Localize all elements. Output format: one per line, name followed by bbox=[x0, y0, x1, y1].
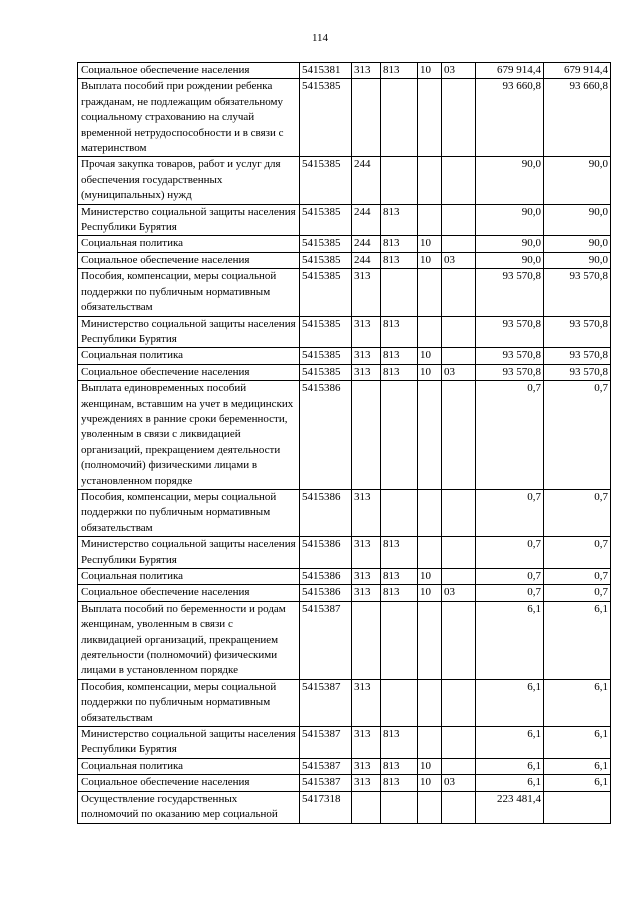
sum-year2-cell: 6,1 bbox=[544, 679, 611, 726]
row-name-cell: Министерство социальной защиты населения Республики Бурятия bbox=[78, 316, 300, 348]
sum-year1-cell: 93 570,8 bbox=[476, 348, 544, 364]
sum-year2-cell: 93 570,8 bbox=[544, 316, 611, 348]
expense-type-cell bbox=[352, 791, 381, 823]
subsection-cell bbox=[442, 79, 476, 157]
sum-year1-cell: 90,0 bbox=[476, 204, 544, 236]
target-article-cell: 5415381 bbox=[300, 63, 352, 79]
target-article-cell: 5415386 bbox=[300, 381, 352, 490]
ministry-code-cell: 813 bbox=[381, 63, 418, 79]
row-name-cell: Выплата пособий по беременности и родам женщинам, уволенным в связи с ликвидацией организаций, прекращением деятельности (полномочий) физическими лицами в установленном порядке bbox=[78, 601, 300, 679]
section-cell bbox=[418, 489, 442, 536]
ministry-code-cell bbox=[381, 381, 418, 490]
sum-year1-cell: 93 570,8 bbox=[476, 316, 544, 348]
subsection-cell bbox=[442, 489, 476, 536]
section-cell: 10 bbox=[418, 364, 442, 380]
expense-type-cell: 313 bbox=[352, 269, 381, 316]
ministry-code-cell: 813 bbox=[381, 727, 418, 759]
ministry-code-cell: 813 bbox=[381, 364, 418, 380]
sum-year2-cell: 6,1 bbox=[544, 758, 611, 774]
subsection-cell bbox=[442, 348, 476, 364]
section-cell bbox=[418, 601, 442, 679]
sum-year1-cell: 90,0 bbox=[476, 157, 544, 204]
section-cell: 10 bbox=[418, 758, 442, 774]
expense-type-cell: 244 bbox=[352, 236, 381, 252]
target-article-cell: 5415385 bbox=[300, 269, 352, 316]
ministry-code-cell bbox=[381, 269, 418, 316]
expense-type-cell bbox=[352, 79, 381, 157]
ministry-code-cell bbox=[381, 791, 418, 823]
subsection-cell bbox=[442, 791, 476, 823]
sum-year1-cell: 0,7 bbox=[476, 381, 544, 490]
expense-type-cell: 313 bbox=[352, 489, 381, 536]
section-cell: 10 bbox=[418, 775, 442, 791]
target-article-cell: 5415387 bbox=[300, 727, 352, 759]
table-row bbox=[78, 157, 611, 204]
sum-year1-cell: 0,7 bbox=[476, 537, 544, 569]
subsection-cell: 03 bbox=[442, 585, 476, 601]
target-article-cell: 5415385 bbox=[300, 316, 352, 348]
sum-year2-cell: 90,0 bbox=[544, 252, 611, 268]
row-name-cell: Социальная политика bbox=[78, 236, 300, 252]
row-name-cell: Социальная политика bbox=[78, 348, 300, 364]
sum-year2-cell: 6,1 bbox=[544, 775, 611, 791]
subsection-cell: 03 bbox=[442, 63, 476, 79]
expense-type-cell: 313 bbox=[352, 758, 381, 774]
table-row bbox=[78, 601, 611, 679]
ministry-code-cell: 813 bbox=[381, 537, 418, 569]
expense-type-cell: 244 bbox=[352, 204, 381, 236]
sum-year1-cell: 6,1 bbox=[476, 758, 544, 774]
ministry-code-cell: 813 bbox=[381, 585, 418, 601]
table-row bbox=[78, 569, 611, 585]
table-row bbox=[78, 791, 611, 823]
section-cell bbox=[418, 537, 442, 569]
sum-year1-cell: 90,0 bbox=[476, 236, 544, 252]
subsection-cell bbox=[442, 269, 476, 316]
page-number: 114 bbox=[311, 32, 329, 44]
sum-year1-cell: 6,1 bbox=[476, 601, 544, 679]
row-name-cell: Социальное обеспечение населения bbox=[78, 775, 300, 791]
target-article-cell: 5415385 bbox=[300, 79, 352, 157]
expense-type-cell: 313 bbox=[352, 775, 381, 791]
row-name-cell: Социальная политика bbox=[78, 758, 300, 774]
subsection-cell bbox=[442, 204, 476, 236]
sum-year2-cell: 93 570,8 bbox=[544, 364, 611, 380]
subsection-cell bbox=[442, 381, 476, 490]
target-article-cell: 5415386 bbox=[300, 569, 352, 585]
expense-type-cell: 313 bbox=[352, 679, 381, 726]
sum-year2-cell: 0,7 bbox=[544, 569, 611, 585]
sum-year2-cell: 90,0 bbox=[544, 157, 611, 204]
subsection-cell bbox=[442, 601, 476, 679]
sum-year1-cell: 93 660,8 bbox=[476, 79, 544, 157]
target-article-cell: 5417318 bbox=[300, 791, 352, 823]
target-article-cell: 5415385 bbox=[300, 236, 352, 252]
table-row bbox=[78, 537, 611, 569]
sum-year1-cell: 6,1 bbox=[476, 775, 544, 791]
table-row bbox=[78, 381, 611, 490]
sum-year2-cell: 90,0 bbox=[544, 236, 611, 252]
table-row bbox=[78, 585, 611, 601]
section-cell: 10 bbox=[418, 569, 442, 585]
table-row bbox=[78, 679, 611, 726]
ministry-code-cell: 813 bbox=[381, 252, 418, 268]
table-row bbox=[78, 727, 611, 759]
table-row bbox=[78, 79, 611, 157]
sum-year2-cell: 0,7 bbox=[544, 585, 611, 601]
section-cell bbox=[418, 381, 442, 490]
subsection-cell: 03 bbox=[442, 775, 476, 791]
section-cell bbox=[418, 316, 442, 348]
table-row bbox=[78, 489, 611, 536]
sum-year2-cell: 6,1 bbox=[544, 727, 611, 759]
section-cell: 10 bbox=[418, 348, 442, 364]
expense-type-cell: 313 bbox=[352, 727, 381, 759]
table-row bbox=[78, 204, 611, 236]
row-name-cell: Министерство социальной защиты населения Республики Бурятия bbox=[78, 537, 300, 569]
ministry-code-cell: 813 bbox=[381, 316, 418, 348]
section-cell bbox=[418, 79, 442, 157]
subsection-cell bbox=[442, 316, 476, 348]
row-name-cell: Осуществление государственных полномочий по оказанию мер социальной bbox=[78, 791, 300, 823]
ministry-code-cell bbox=[381, 489, 418, 536]
target-article-cell: 5415385 bbox=[300, 364, 352, 380]
sum-year1-cell: 223 481,4 bbox=[476, 791, 544, 823]
section-cell: 10 bbox=[418, 236, 442, 252]
expense-type-cell: 313 bbox=[352, 348, 381, 364]
row-name-cell: Социальное обеспечение населения bbox=[78, 63, 300, 79]
subsection-cell bbox=[442, 727, 476, 759]
subsection-cell bbox=[442, 758, 476, 774]
ministry-code-cell: 813 bbox=[381, 758, 418, 774]
sum-year2-cell: 93 570,8 bbox=[544, 269, 611, 316]
sum-year1-cell: 93 570,8 bbox=[476, 269, 544, 316]
row-name-cell: Прочая закупка товаров, работ и услуг для обеспечения государственных (муниципальных) нужд bbox=[78, 157, 300, 204]
sum-year1-cell: 0,7 bbox=[476, 569, 544, 585]
sum-year1-cell: 90,0 bbox=[476, 252, 544, 268]
sum-year1-cell: 0,7 bbox=[476, 585, 544, 601]
expense-type-cell: 313 bbox=[352, 585, 381, 601]
target-article-cell: 5415385 bbox=[300, 157, 352, 204]
sum-year2-cell: 93 570,8 bbox=[544, 348, 611, 364]
table-row bbox=[78, 236, 611, 252]
ministry-code-cell: 813 bbox=[381, 348, 418, 364]
row-name-cell: Социальная политика bbox=[78, 569, 300, 585]
sum-year2-cell: 93 660,8 bbox=[544, 79, 611, 157]
sum-year1-cell: 6,1 bbox=[476, 679, 544, 726]
target-article-cell: 5415387 bbox=[300, 679, 352, 726]
subsection-cell bbox=[442, 236, 476, 252]
expense-type-cell: 313 bbox=[352, 569, 381, 585]
ministry-code-cell: 813 bbox=[381, 569, 418, 585]
section-cell bbox=[418, 204, 442, 236]
sum-year1-cell: 93 570,8 bbox=[476, 364, 544, 380]
section-cell: 10 bbox=[418, 63, 442, 79]
section-cell bbox=[418, 791, 442, 823]
section-cell bbox=[418, 727, 442, 759]
table-row bbox=[78, 316, 611, 348]
sum-year1-cell: 0,7 bbox=[476, 489, 544, 536]
budget-table bbox=[77, 62, 611, 824]
row-name-cell: Министерство социальной защиты населения Республики Бурятия bbox=[78, 204, 300, 236]
sum-year2-cell: 90,0 bbox=[544, 204, 611, 236]
table-row bbox=[78, 758, 611, 774]
target-article-cell: 5415386 bbox=[300, 489, 352, 536]
subsection-cell: 03 bbox=[442, 252, 476, 268]
section-cell bbox=[418, 269, 442, 316]
subsection-cell bbox=[442, 537, 476, 569]
ministry-code-cell bbox=[381, 601, 418, 679]
section-cell: 10 bbox=[418, 252, 442, 268]
target-article-cell: 5415387 bbox=[300, 601, 352, 679]
expense-type-cell: 244 bbox=[352, 252, 381, 268]
table-row bbox=[78, 348, 611, 364]
sum-year2-cell: 0,7 bbox=[544, 381, 611, 490]
row-name-cell: Социальное обеспечение населения bbox=[78, 252, 300, 268]
expense-type-cell: 244 bbox=[352, 157, 381, 204]
table-row bbox=[78, 63, 611, 79]
expense-type-cell: 313 bbox=[352, 316, 381, 348]
row-name-cell: Социальное обеспечение населения bbox=[78, 585, 300, 601]
table-row bbox=[78, 775, 611, 791]
sum-year2-cell: 0,7 bbox=[544, 537, 611, 569]
expense-type-cell bbox=[352, 601, 381, 679]
ministry-code-cell: 813 bbox=[381, 236, 418, 252]
ministry-code-cell bbox=[381, 79, 418, 157]
subsection-cell bbox=[442, 679, 476, 726]
table-row bbox=[78, 252, 611, 268]
sum-year2-cell: 0,7 bbox=[544, 489, 611, 536]
subsection-cell bbox=[442, 157, 476, 204]
expense-type-cell: 313 bbox=[352, 63, 381, 79]
target-article-cell: 5415387 bbox=[300, 775, 352, 791]
target-article-cell: 5415385 bbox=[300, 204, 352, 236]
sum-year2-cell: 679 914,4 bbox=[544, 63, 611, 79]
sum-year2-cell bbox=[544, 791, 611, 823]
target-article-cell: 5415385 bbox=[300, 348, 352, 364]
target-article-cell: 5415386 bbox=[300, 585, 352, 601]
expense-type-cell bbox=[352, 381, 381, 490]
expense-type-cell: 313 bbox=[352, 537, 381, 569]
row-name-cell: Выплата единовременных пособий женщинам, вставшим на учет в медицинских учреждениях в ранние сроки беременности, уволенным в связи с ликвидацией организаций, прекращением деятельности (полномочий) физическими лицами в установленном порядке bbox=[78, 381, 300, 490]
expense-type-cell: 313 bbox=[352, 364, 381, 380]
row-name-cell: Министерство социальной защиты населения Республики Бурятия bbox=[78, 727, 300, 759]
subsection-cell bbox=[442, 569, 476, 585]
target-article-cell: 5415385 bbox=[300, 252, 352, 268]
ministry-code-cell: 813 bbox=[381, 204, 418, 236]
subsection-cell: 03 bbox=[442, 364, 476, 380]
row-name-cell: Социальное обеспечение населения bbox=[78, 364, 300, 380]
ministry-code-cell bbox=[381, 679, 418, 726]
section-cell bbox=[418, 679, 442, 726]
row-name-cell: Пособия, компенсации, меры социальной поддержки по публичным нормативным обязательствам bbox=[78, 679, 300, 726]
ministry-code-cell bbox=[381, 157, 418, 204]
row-name-cell: Выплата пособий при рождении ребенка гражданам, не подлежащим обязательному социальному страхованию на случай временной нетрудоспособности и в связи с материнством bbox=[78, 79, 300, 157]
sum-year1-cell: 679 914,4 bbox=[476, 63, 544, 79]
table-row bbox=[78, 364, 611, 380]
budget-table-body bbox=[78, 63, 611, 824]
table-row bbox=[78, 269, 611, 316]
row-name-cell: Пособия, компенсации, меры социальной поддержки по публичным нормативным обязательствам bbox=[78, 269, 300, 316]
sum-year1-cell: 6,1 bbox=[476, 727, 544, 759]
row-name-cell: Пособия, компенсации, меры социальной поддержки по публичным нормативным обязательствам bbox=[78, 489, 300, 536]
sum-year2-cell: 6,1 bbox=[544, 601, 611, 679]
section-cell: 10 bbox=[418, 585, 442, 601]
section-cell bbox=[418, 157, 442, 204]
target-article-cell: 5415386 bbox=[300, 537, 352, 569]
target-article-cell: 5415387 bbox=[300, 758, 352, 774]
ministry-code-cell: 813 bbox=[381, 775, 418, 791]
